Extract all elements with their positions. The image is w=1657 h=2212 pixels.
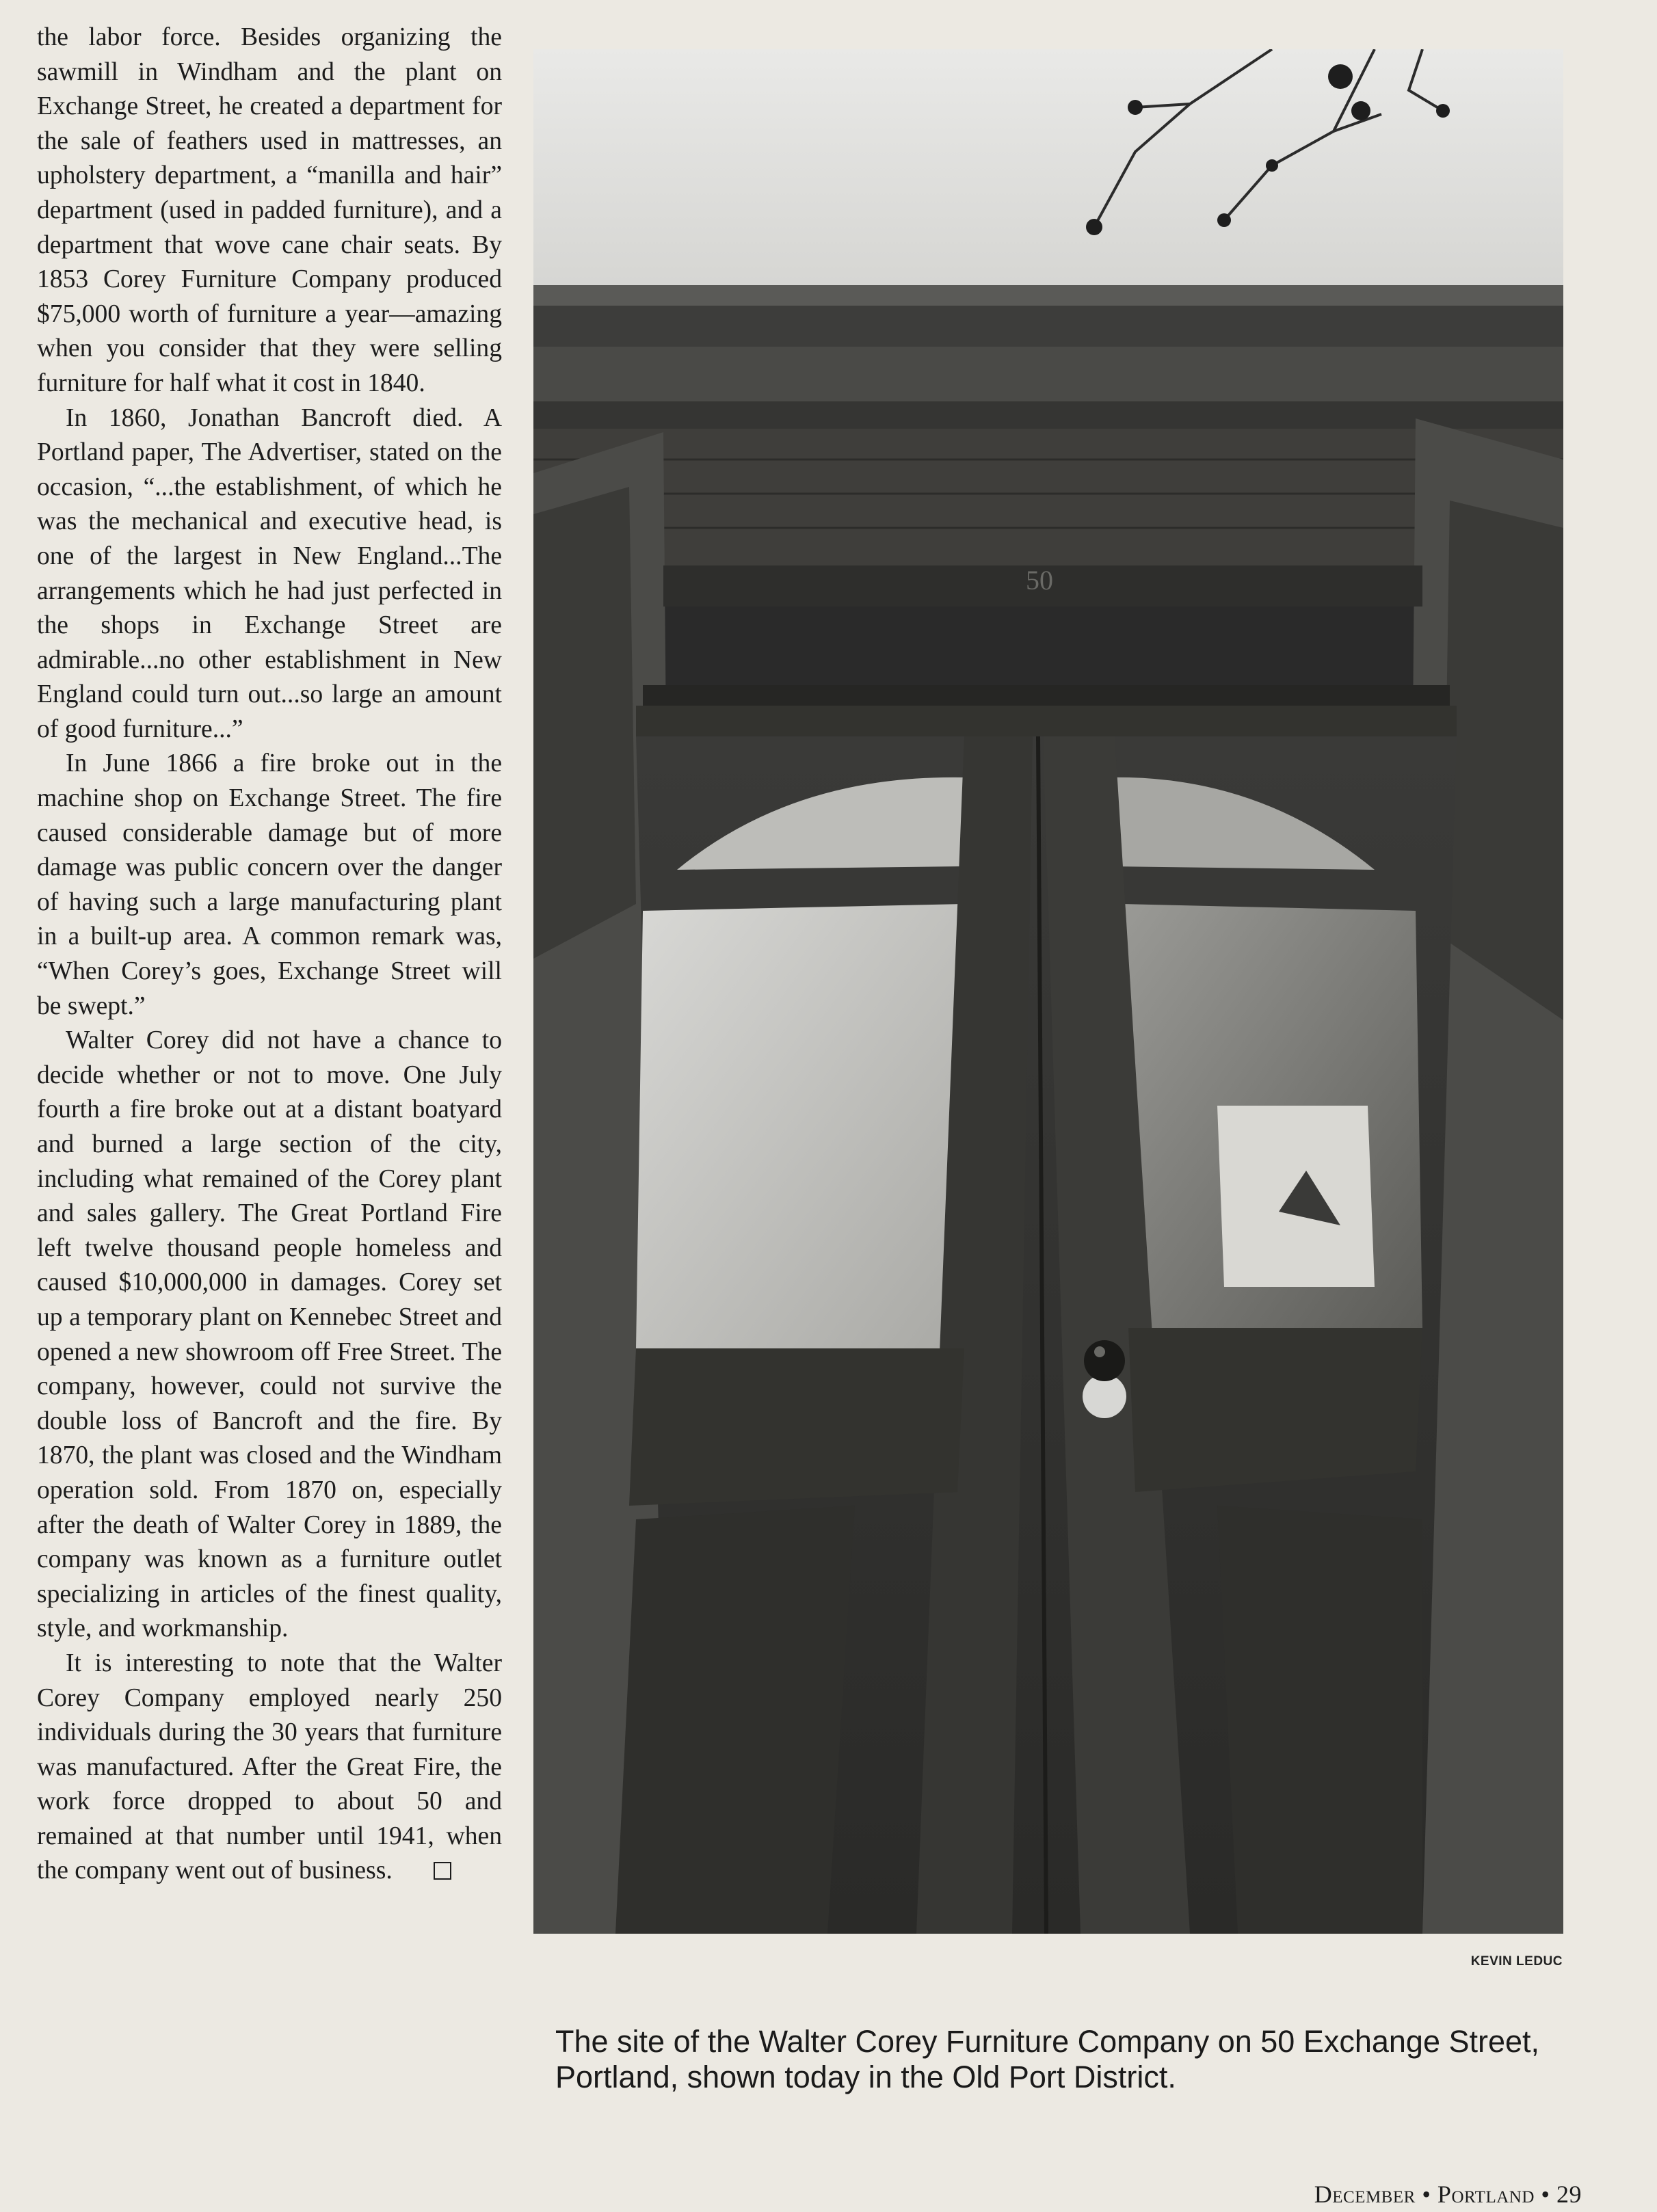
photo-caption: The site of the Walter Corey Furniture Company on 50 Exchange Street, Portland, shown today in the Old Port District. [555,2024,1540,2094]
article-column [37,21,502,1889]
article-paragraph-1: the labor force. Besides organizing the sawmill in Windham and the plant on Exchange Street, he created a department for the sale of feathers used in mattresses, an upholstery department, a “manilla and hair” department (used in padded furniture), and a department that wove cane chair seats. By 1853 Corey Furniture Company produced $75,000 worth of furniture a year—amazing when you consider that they were selling furniture for half what it cost in 1840. [37,23,502,397]
photo-credit: KEVIN LEDUC [1470,1954,1563,1969]
door-photograph [533,49,1563,1934]
folio-magazine: Portland [1437,2181,1535,2208]
folio-month: December [1314,2181,1416,2208]
page-folio [1314,2180,1582,2209]
door-number: 50 [1026,565,1053,596]
folio-separator: • [1415,2181,1437,2208]
article-paragraph-5: It is interesting to note that the Walter Corey Company employed nearly 250 individuals during the 30 years that furniture was manufactured. After the Great Fire, the work force dropped to about 50 and remained at that number until 1941, when the company went out of business. [37,1649,502,1885]
article-paragraph-2: In 1860, Jonathan Bancroft died. A Portland paper, The Advertiser, stated on the occasion, “...the establishment, of which he was the mechanical and executive head, is one of the largest in New England...The arrangements which he had just perfected in the shops in Exchange Street are admirable...no other establishment in New England could turn out...so large an amount of good furniture...” [37,403,502,743]
end-of-article-mark [434,1862,451,1880]
page-number: 29 [1556,2181,1582,2208]
article-paragraph-3: In June 1866 a fire broke out in the machine shop on Exchange Street. The fire caused considerable damage but of more damage was public concern over the danger of having such a large manufacturing plant in a built-up area. A common remark was, “When Corey’s goes, Exchange Street will be swept.” [37,749,502,1020]
article-paragraph-5-wrap [37,1647,502,1889]
folio-separator: • [1534,2181,1556,2208]
article-paragraph-4: Walter Corey did not have a chance to decide whether or not to move. One July fourth a fire broke out at a distant boatyard and burned a large section of the city, including what remained of the Corey plant and sales gallery. The Great Portland Fire left twelve thousand people homeless and caused $10,000,000 in damages. Corey set up a temporary plant on Kennebec Street and opened a new showroom off Free Street. The company, however, could not survive the double loss of Bancroft and the fire. By 1870, the plant was closed and the Windham operation sold. From 1870 on, especially after the death of Walter Corey in 1889, the company was known as a furniture outlet specializing in articles of the finest quality, style, and workmanship. [37,1026,502,1643]
